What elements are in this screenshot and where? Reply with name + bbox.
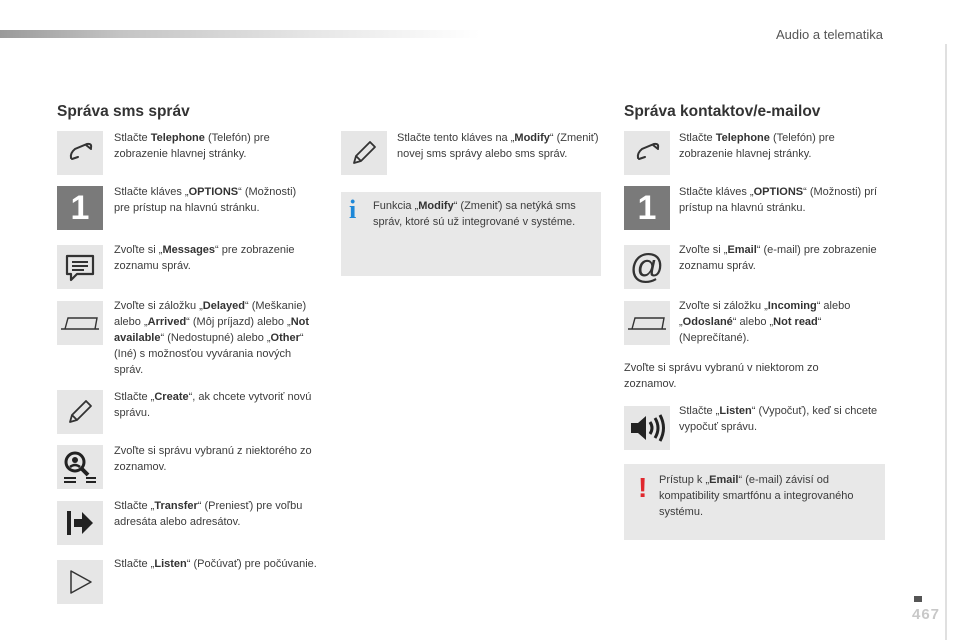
left-step-delayed: Zvoľte si záložku „Delayed“ (Meškanie) alebo „Arrived“ (Môj príjazd) alebo „Not available“ (Nedostupné) alebo „Other“ (Iné) s možnosťou vyvárania nových správ. xyxy=(114,300,310,376)
at-sign-icon: @ xyxy=(624,245,670,289)
info-text: Funkcia „Modify“ (Zmeniť) sa netýká sms správ, ktoré sú už integrované v systéme. xyxy=(373,200,576,228)
warning-icon: ! xyxy=(638,472,648,503)
right-section-title: Správa kontaktov/e-mailov xyxy=(624,103,821,120)
right-step-options: Stlačte kláves „OPTIONS“ (Možnosti) prí prístup na hlavnú stránku. xyxy=(679,186,878,214)
header-gradient-bar xyxy=(0,30,480,38)
right-step-telephone: Stlačte Telephone (Telefón) pre zobrazenie hlavnej stránky. xyxy=(679,132,835,160)
pencil-icon xyxy=(57,390,103,434)
tab-icon xyxy=(57,301,103,345)
step-number-one: 1 xyxy=(624,186,670,230)
page-number: 467 xyxy=(912,606,941,623)
left-step-create: Stlačte „Create“, ak chcete vytvoriť novú správu. xyxy=(114,391,312,419)
tab-icon xyxy=(624,301,670,345)
left-section-title: Správa sms správ xyxy=(57,103,190,120)
section-name: Audio a telematika xyxy=(776,27,883,42)
right-step-incoming: Zvoľte si záložku „Incoming“ alebo „Odoslané“ alebo „Not read“ (Neprečítané). xyxy=(679,300,851,344)
pencil-icon xyxy=(341,131,387,175)
contact-search-icon xyxy=(57,445,103,489)
left-step-telephone: Stlačte Telephone (Telefón) pre zobrazenie hlavnej stránky. xyxy=(114,132,270,160)
left-step-transfer: Stlačte „Transfer“ (Preniesť) pre voľbu adresáta alebo adresátov. xyxy=(114,500,303,528)
phone-icon xyxy=(624,131,670,175)
page-marker xyxy=(914,596,922,602)
left-step-select: Zvoľte si správu vybranú z niektorého zo zoznamov. xyxy=(114,445,312,473)
info-icon: i xyxy=(349,195,357,224)
left-step-messages: Zvoľte si „Messages“ pre zobrazenie zoznamu správ. xyxy=(114,244,295,272)
right-step-email: Zvoľte si „Email“ (e-mail) pre zobrazenie zoznamu správ. xyxy=(679,244,877,272)
left-step-options: Stlačte kláves „OPTIONS“ (Možnosti) pre prístup na hlavnú stránku. xyxy=(114,186,297,214)
warning-text: Prístup k „Email“ (e-mail) závisí od kompatibility smartfónu a integrovaného systému. xyxy=(659,474,854,518)
play-icon xyxy=(57,560,103,604)
middle-step-modify: Stlačte tento kláves na „Modify“ (Zmeniť) novej sms správy alebo sms správ. xyxy=(397,132,599,160)
messages-icon xyxy=(57,245,103,289)
right-select-text: Zvoľte si správu vybranú v niektorom zo zoznamov. xyxy=(624,362,819,390)
page-edge-line xyxy=(945,44,947,640)
step-number-one: 1 xyxy=(57,186,103,230)
right-step-listen: Stlačte „Listen“ (Vypočuť), keď si chcete vypočuť správu. xyxy=(679,405,878,433)
phone-icon xyxy=(57,131,103,175)
left-step-listen: Stlačte „Listen“ (Počúvať) pre počúvanie. xyxy=(114,558,317,570)
transfer-arrow-icon xyxy=(57,501,103,545)
speaker-icon xyxy=(624,406,670,450)
